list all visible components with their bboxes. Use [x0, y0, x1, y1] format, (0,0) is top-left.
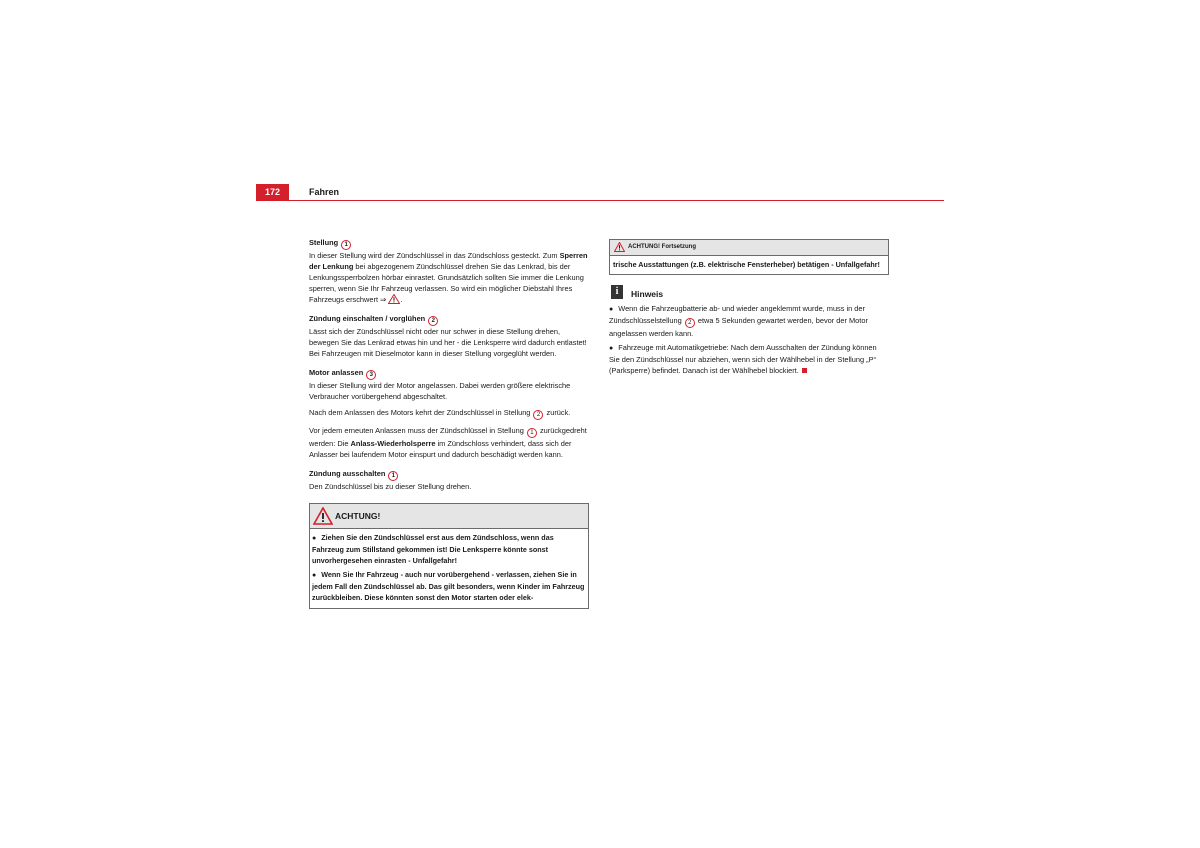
section-stellung-text: In dieser Stellung wird der Zündschlüssel in das Zündschloss gesteckt. Zum Sperren der Lenkung bei abgezogenem Zündschlüssel drehen Sie das Lenkrad, bis der Lenkungssperrbolzen hörbar einrastet. Grundsätzlich sollten Sie immer die Lenkung sperren, wenn Sie Ihr Fahrzeug verlassen. So wird ein möglicher Diebstahl Ihres Fahrzeugs erschwert ⇒ . [309, 251, 588, 304]
section-zuendung-ein-heading: Zündung einschalten / vorglühen 2 [309, 313, 589, 326]
note-bullet: ● Fahrzeuge mit Automatikgetriebe: Nach dem Ausschalten der Zündung können Sie den Zündschlüssel nur abziehen, wenn sich der Wählhebel in der Stellung „P“ (Parksperre) befindet. Danach ist der Wählhebel blockiert. [609, 343, 877, 375]
position-number: 2 [428, 316, 438, 326]
warning-body [310, 529, 588, 608]
warning-title: ACHTUNG! [335, 511, 381, 521]
warning-continuation-header [610, 240, 888, 256]
position-number: 2 [533, 410, 543, 420]
page-header [256, 184, 944, 201]
section-zuendung-aus-text: Den Zündschlüssel bis zu dieser Stellung drehen. [309, 482, 472, 491]
warning-bullet: ● Ziehen Sie den Zündschlüssel erst aus dem Zündschloss, wenn das Fahrzeug zum Stillstand gekommen ist! Die Lenksperre könnte sonst unvorhergesehen einrasten - Unfallgefahr! [312, 533, 554, 565]
warning-continuation-text: trische Ausstattungen (z.B. elektrische Fensterheber) betätigen - Unfallgefahr! [613, 260, 880, 269]
warning-box-header [310, 504, 588, 529]
section-stellung-heading: Stellung 1 [309, 237, 589, 250]
warning-triangle-icon [614, 242, 625, 252]
warning-continuation-box [609, 239, 889, 275]
section-zuendung-aus-heading: Zündung ausschalten 1 [309, 468, 589, 481]
note-header [609, 285, 889, 303]
position-number: 1 [388, 471, 398, 481]
position-number: 2 [685, 318, 695, 328]
section-zuendung-ein-text: Lässt sich der Zündschlüssel nicht oder nur schwer in diese Stellung drehen, bewegen Sie das Lenkrad etwas hin und her - die Lenksperre wird dadurch entlastet! Bei Fahrzeugen mit Dieselmotor kann in dieser Stellung vorgeglüht werden. [309, 327, 587, 358]
warning-continuation-title: ACHTUNG! Fortsetzung [628, 244, 696, 250]
warning-triangle-icon [388, 294, 400, 304]
warning-bullet: ● Wenn Sie Ihr Fahrzeug - auch nur vorübergehend - verlassen, ziehen Sie in jedem Fall den Zündschlüssel ab. Das gilt besonders, wenn Kinder im Fahrzeug zurückbleiben. Diese könnten sonst den Motor starten oder elek- [312, 570, 585, 602]
position-number: 3 [366, 370, 376, 380]
section-motor-anlassen-text-1: In dieser Stellung wird der Motor angelassen. Dabei werden größere elektrische Verbraucher vorübergehend abgeschaltet. [309, 381, 571, 401]
left-column [309, 237, 589, 609]
chapter-title: Fahren [309, 187, 340, 197]
warning-box [309, 503, 589, 609]
section-motor-anlassen-text-3: Vor jedem erneuten Anlassen muss der Zündschlüssel in Stellung 1 zurückgedreht werden: Die Anlass-Wiederholsperre im Zündschloss verhindert, dass sich der Anlasser bei laufendem Motor einspurt und dadurch beschädigt werden kann. [309, 426, 587, 459]
section-motor-anlassen-text-2: Nach dem Anlassen des Motors kehrt der Zündschlüssel in Stellung 2 zurück. [309, 408, 571, 418]
section-motor-anlassen-heading: Motor anlassen 3 [309, 367, 589, 380]
page-number: 172 [256, 184, 289, 201]
note-title: Hinweis [631, 289, 664, 299]
end-of-section-marker [802, 368, 807, 373]
header-rule [289, 200, 944, 201]
note-bullet: ● Wenn die Fahrzeugbatterie ab- und wieder angeklemmt wurde, muss in der Zündschlüsselstellung 2 etwa 5 Sekunden gewartet werden, bevor der Motor angelassen werden kann. [609, 304, 868, 338]
position-number: 1 [341, 240, 351, 250]
warning-triangle-icon [313, 507, 333, 525]
position-number: 1 [527, 428, 537, 438]
info-icon: i [611, 285, 623, 299]
right-column [609, 239, 889, 376]
